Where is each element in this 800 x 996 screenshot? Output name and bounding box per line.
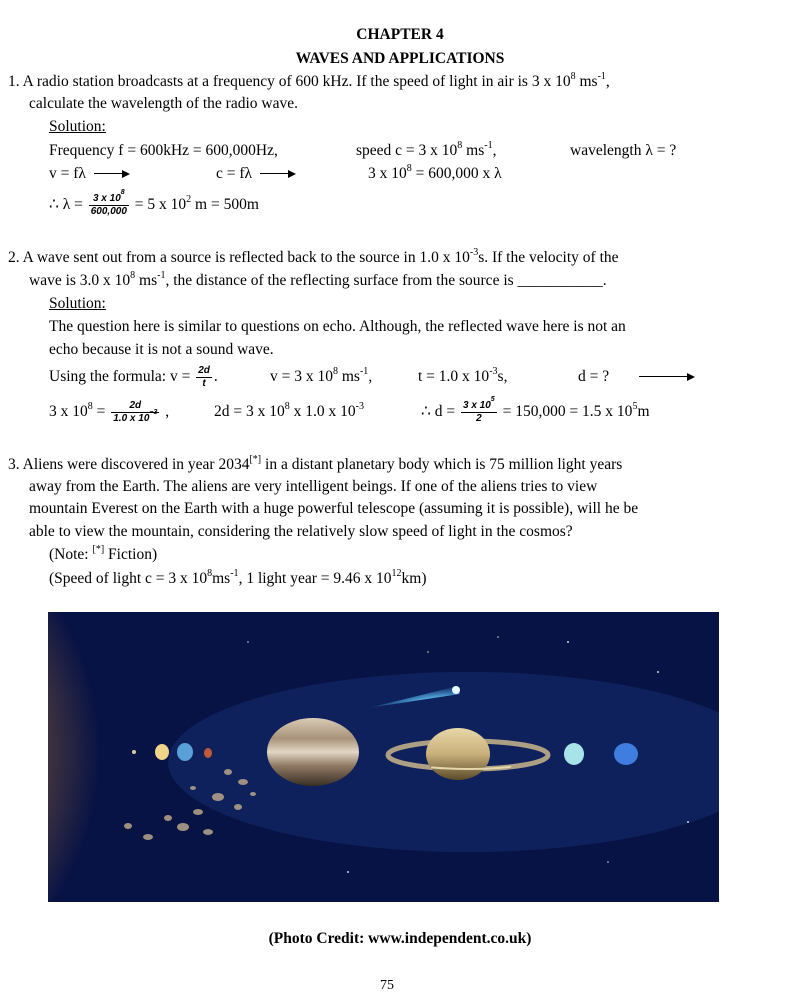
q2-eq2: 2d = 3 x $10^8$ x 1.0 x $10^{-3}$ [214,400,364,420]
photo-credit: (Photo Credit: www.independent.co.uk) [268,930,532,947]
q3-line2: away from the Earth. The aliens are very intelligent beings. If one of the aliens tries to view [29,478,598,495]
q1-c-sub: 3 x $10^8 = 600,000$ x λ [368,162,502,182]
q2-formula-fraction: $\frac{2d}{t}$ [198,364,210,389]
q1-lambda-fraction: $\frac{3 x 10^8}{600,000}$ [90,188,127,217]
q1-line1: 1. A radio station broadcasts at a frequency of 600 kHz. If the speed of light in air is 3 x $10^8$ $ms^{-1}$, [8,70,610,90]
q1-wavelength: wavelength λ = ? [570,142,677,159]
q2-line1: 2. A wave sent out from a source is reflected back to the source in 1.0 x $10^{-3}s$. If the velocity of the [8,246,619,266]
q1-frequency: Frequency f = 600kHz = 600,000Hz, [49,142,278,159]
q3-line3: mountain Everest on the Earth with a huge powerful telescope (assuming it is possible), will he be [29,500,639,517]
q2-velocity: v = 3 x $10^8$ $ms^{-1}$, [270,365,373,385]
q2-para2: echo because it is not a sound wave. [49,341,274,358]
q1-speed: speed c = 3 x $10^8$ $ms^{-1}$, [356,139,497,159]
solar-system-photo [48,612,719,902]
q2-time: t = 1.0 x $10^{-3}s$, [418,365,508,385]
page-number: 75 [380,978,394,993]
q3-speed-of-light: (Speed of light c = 3 x $10^8ms^{-1}$, 1 light year = 9.46 x $10^{12}km$) [49,567,427,587]
q2-solution-heading: Solution: [49,295,106,312]
q1-solution-heading: Solution: [49,118,106,135]
q1-lambda-result: ∴ λ = $\frac{3 x 10^8}{600,000}$ = 5 x $10^2$ m = 500m [49,188,259,217]
arrow-icon [260,169,296,179]
arrow-icon [639,372,695,382]
arrow-icon [94,169,130,179]
q3-note: (Note: [*] Fiction) [49,543,158,563]
q2-eq3: ∴ d = $\frac{3 x 10^5}{2}$ = 150,000 = 1.5 x $10^5m$ [421,395,650,424]
chapter-label: CHAPTER 4 [356,26,444,43]
q2-para1: The question here is similar to questions on echo. Although, the reflected wave here is not an [49,318,626,335]
q2-eq1: 3 x $10^8$ = $\frac{2d}{1.0 x 10^{-3}}$ , [49,399,170,424]
q2-eq3-fraction: $\frac{3 x 10^5}{2}$ [462,395,495,424]
q2-line2: wave is 3.0 x $10^8$ $ms^{-1}$, the distance of the reflecting surface from the source is ___________. [29,269,607,289]
q1-v-eq: v = fλ [49,164,130,184]
q1-c-eq: c = fλ [216,164,296,184]
q3-line4: able to view the mountain, considering the relatively slow speed of light in the cosmos? [29,523,573,540]
q3-line1: 3. Aliens were discovered in year 2034[*] in a distant planetary body which is 75 million light years [8,453,623,473]
q1-line2: calculate the wavelength of the radio wave. [29,95,298,112]
q2-distance-unknown: d = ? [578,367,695,387]
q2-formula: Using the formula: v = $\frac{2d}{t}$ . [49,364,218,389]
q2-eq1-fraction: $\frac{2d}{1.0 x 10^{-3}}$ [113,399,158,424]
chapter-title: WAVES AND APPLICATIONS [295,50,505,67]
